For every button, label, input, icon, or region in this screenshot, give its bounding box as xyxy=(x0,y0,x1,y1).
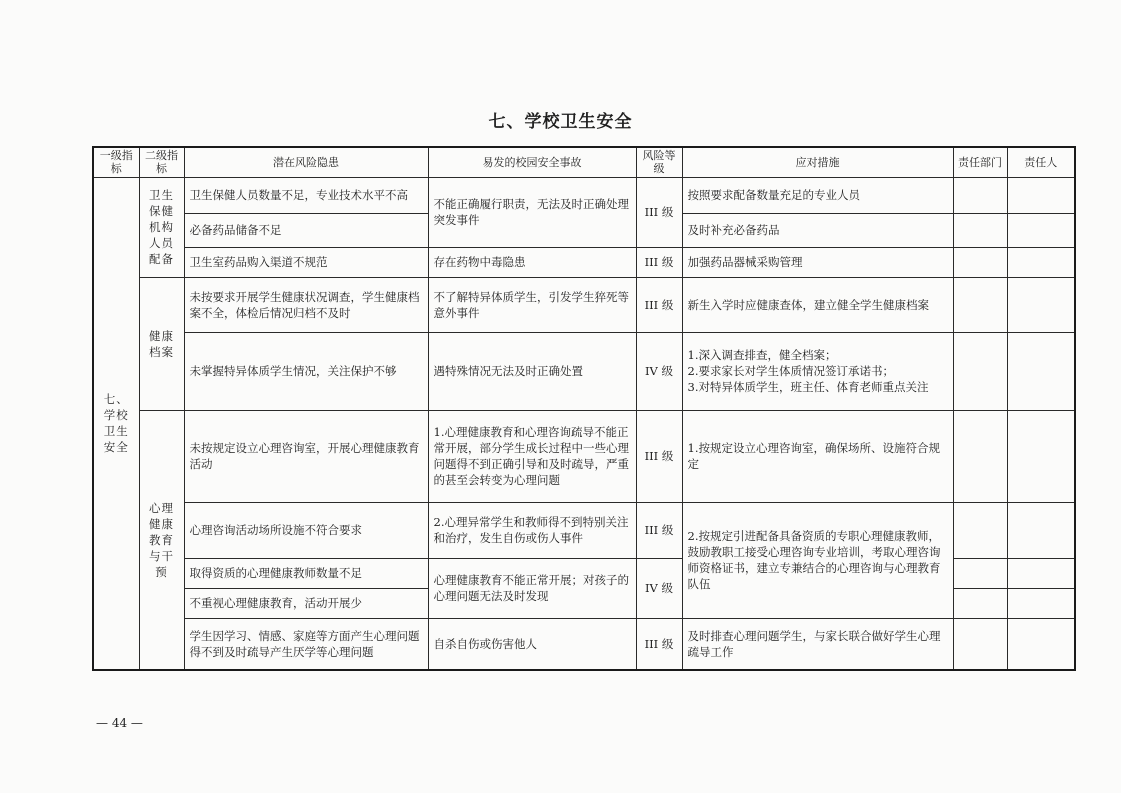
accident-cell: 存在药物中毒隐患 xyxy=(428,247,636,277)
page-number: — 44 — xyxy=(96,716,143,730)
measure-cell: 新生入学时应健康查体，建立健全学生健康档案 xyxy=(682,277,953,332)
header-row xyxy=(93,147,1075,177)
accident-cell: 自杀自伤或伤害他人 xyxy=(428,618,636,670)
level1-indicator: 七、学校卫生安全 xyxy=(93,177,139,670)
accident-cell: 心理健康教育不能正常开展；对孩子的心理问题无法及时发现 xyxy=(428,558,636,618)
table-row xyxy=(93,177,1075,213)
person-cell xyxy=(1007,247,1075,277)
risk-level-cell: III 级 xyxy=(636,502,682,558)
person-cell xyxy=(1007,332,1075,410)
header-accident: 易发的校园安全事故 xyxy=(428,147,636,177)
accident-cell: 不能正确履行职责，无法及时正确处理突发事件 xyxy=(428,177,636,247)
risk-level-cell: III 级 xyxy=(636,247,682,277)
risk-level-cell: III 级 xyxy=(636,410,682,502)
group-health-records: 健康档案 xyxy=(139,277,184,410)
hazard-cell: 未掌握特异体质学生情况，关注保护不够 xyxy=(184,332,428,410)
table-row xyxy=(93,618,1075,670)
risk-level-cell: IV 级 xyxy=(636,558,682,618)
page-title: 七、学校卫生安全 xyxy=(488,112,633,132)
accident-cell: 1.心理健康教育和心理咨询疏导不能正常开展，部分学生成长过程中一些心理问题得不到正确引导和及时疏导，严重的甚至会转变为心理问题 xyxy=(428,410,636,502)
measure-cell: 1.按规定设立心理咨询室，确保场所、设施符合规定 xyxy=(682,410,953,502)
dept-cell xyxy=(953,618,1007,670)
measure-cell xyxy=(682,332,953,410)
header-risk-level: 风险等级 xyxy=(636,147,682,177)
dept-cell xyxy=(953,332,1007,410)
table-row xyxy=(93,410,1075,502)
group-staffing: 卫生保健机构人员配备 xyxy=(139,177,184,277)
risk-level-cell: III 级 xyxy=(636,618,682,670)
measure-line: 3.对特异体质学生，班主任、体育老师重点关注 xyxy=(687,380,929,394)
hazard-cell: 未按要求开展学生健康状况调查，学生健康档案不全，体检后情况归档不及时 xyxy=(184,277,428,332)
accident-cell: 遇特殊情况无法及时正确处置 xyxy=(428,332,636,410)
measure-line: 1.深入调查排查，健全档案； xyxy=(687,348,837,362)
hazard-cell: 学生因学习、情感、家庭等方面产生心理问题得不到及时疏导产生厌学等心理问题 xyxy=(184,618,428,670)
measure-cell: 加强药品器械采购管理 xyxy=(682,247,953,277)
risk-table xyxy=(92,146,1076,671)
table-row xyxy=(93,277,1075,332)
header-dept: 责任部门 xyxy=(953,147,1007,177)
dept-cell xyxy=(953,558,1007,588)
hazard-cell: 未按规定设立心理咨询室，开展心理健康教育活动 xyxy=(184,410,428,502)
header-person: 责任人 xyxy=(1007,147,1075,177)
group-mental-health: 心理健康教育与干预 xyxy=(139,410,184,670)
measure-cell: 及时排查心理问题学生，与家长联合做好学生心理疏导工作 xyxy=(682,618,953,670)
measure-cell: 2.按规定引进配备具备资质的专职心理健康教师，鼓励教职工接受心理咨询专业培训，考取心理咨询师资格证书，建立专兼结合的心理咨询与心理教育队伍 xyxy=(682,502,953,618)
hazard-cell: 心理咨询活动场所设施不符合要求 xyxy=(184,502,428,558)
accident-cell: 不了解特异体质学生，引发学生猝死等意外事件 xyxy=(428,277,636,332)
person-cell xyxy=(1007,410,1075,502)
risk-level-cell: IV 级 xyxy=(636,332,682,410)
person-cell xyxy=(1007,588,1075,618)
hazard-cell: 取得资质的心理健康教师数量不足 xyxy=(184,558,428,588)
header-level2: 二级指标 xyxy=(139,147,184,177)
risk-level-cell: III 级 xyxy=(636,177,682,247)
measure-line: 2.要求家长对学生体质情况签订承诺书； xyxy=(687,364,894,378)
header-level1: 一级指标 xyxy=(93,147,139,177)
dept-cell xyxy=(953,213,1007,247)
person-cell xyxy=(1007,558,1075,588)
table-row xyxy=(93,332,1075,410)
hazard-cell: 卫生室药品购入渠道不规范 xyxy=(184,247,428,277)
dept-cell xyxy=(953,247,1007,277)
dept-cell xyxy=(953,277,1007,332)
person-cell xyxy=(1007,502,1075,558)
header-hazard: 潜在风险隐患 xyxy=(184,147,428,177)
hazard-cell: 卫生保健人员数量不足，专业技术水平不高 xyxy=(184,177,428,213)
accident-cell: 2.心理异常学生和教师得不到特别关注和治疗，发生自伤或伤人事件 xyxy=(428,502,636,558)
dept-cell xyxy=(953,502,1007,558)
measure-cell: 及时补充必备药品 xyxy=(682,213,953,247)
table-row xyxy=(93,502,1075,558)
measure-cell: 按照要求配备数量充足的专业人员 xyxy=(682,177,953,213)
dept-cell xyxy=(953,177,1007,213)
header-measures: 应对措施 xyxy=(682,147,953,177)
risk-level-cell: III 级 xyxy=(636,277,682,332)
hazard-cell: 不重视心理健康教育，活动开展少 xyxy=(184,588,428,618)
table-row xyxy=(93,247,1075,277)
hazard-cell: 必备药品储备不足 xyxy=(184,213,428,247)
person-cell xyxy=(1007,618,1075,670)
person-cell xyxy=(1007,277,1075,332)
dept-cell xyxy=(953,588,1007,618)
dept-cell xyxy=(953,410,1007,502)
person-cell xyxy=(1007,213,1075,247)
person-cell xyxy=(1007,177,1075,213)
